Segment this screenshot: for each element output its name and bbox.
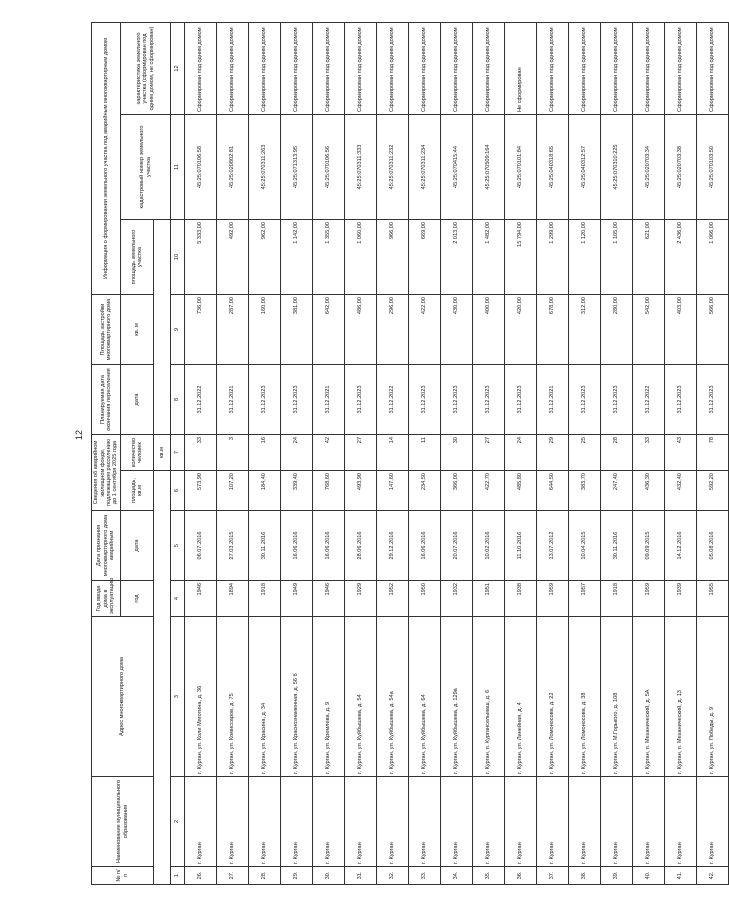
header-year: Год ввода дома в эксплуатацию	[92, 581, 121, 617]
table-row	[409, 22, 441, 884]
column-number: 10	[171, 220, 185, 295]
row-number: 36.	[505, 867, 537, 885]
planned-date-cell: 31.12.2022	[185, 365, 217, 435]
planned-date-cell: 31.12.2023	[505, 365, 537, 435]
year-cell: 1949	[281, 581, 313, 617]
table-row	[217, 22, 249, 884]
land-area-cell: 1 482,00	[473, 220, 505, 295]
planned-date-cell: 31.12.2022	[377, 365, 409, 435]
planned-date-cell: 31.12.2023	[473, 365, 505, 435]
area-cell: 422,70	[473, 471, 505, 511]
built-area-cell: 566,00	[697, 295, 729, 365]
recognition-date-cell: 30.11.2016	[249, 511, 281, 581]
column-number: 5	[171, 511, 185, 581]
year-cell: 1938	[505, 581, 537, 617]
year-cell: 1946	[185, 581, 217, 617]
year-cell: 1939	[665, 581, 697, 617]
area-cell: 592,20	[697, 471, 729, 511]
people-count-cell: 24	[505, 435, 537, 471]
row-number: 42.	[697, 867, 729, 885]
cadastral-cell: 45:25:070310:225	[601, 115, 633, 220]
area-cell: 234,50	[409, 471, 441, 511]
municipality-cell: г. Курган	[633, 777, 665, 867]
cadastral-cell: 45:25:070311:234	[409, 115, 441, 220]
cadastral-cell: 45:25:070311:232	[377, 115, 409, 220]
row-number: 41.	[665, 867, 697, 885]
year-cell: 1952	[377, 581, 409, 617]
unit-date: дата	[121, 511, 154, 581]
land-area-cell: 1 060,00	[345, 220, 377, 295]
people-count-cell: 43	[665, 435, 697, 471]
built-area-cell: 542,00	[633, 295, 665, 365]
built-area-cell: 420,00	[505, 295, 537, 365]
built-area-cell: 381,00	[281, 295, 313, 365]
row-number: 39.	[601, 867, 633, 885]
land-area-cell: 1 066,00	[697, 220, 729, 295]
table-row	[185, 22, 217, 884]
area-cell: 107,20	[217, 471, 249, 511]
cadastral-cell: 45:25:070509:164	[473, 115, 505, 220]
built-area-cell: 422,00	[409, 295, 441, 365]
planned-date-cell: 31.12.2023	[249, 365, 281, 435]
formation-cell: Сформирован под одним домом	[601, 22, 633, 114]
recognition-date-cell: 05.08.2016	[697, 511, 729, 581]
planned-date-cell: 31.12.2022	[633, 365, 665, 435]
address-cell: г. Курган, ул. Красина, д. 34	[249, 617, 281, 777]
header-built-area: Площадь застройки многоквартирного дома	[92, 295, 121, 365]
row-number: 27.	[217, 867, 249, 885]
land-area-cell: 1 105,00	[601, 220, 633, 295]
people-count-cell: 33	[633, 435, 665, 471]
year-cell: 1918	[249, 581, 281, 617]
table-row	[601, 22, 633, 884]
table-row	[569, 22, 601, 884]
rotated-page	[91, 23, 716, 885]
municipality-cell: г. Курган	[441, 777, 473, 867]
unit-sqm2: кв.м	[154, 435, 171, 471]
row-number: 34.	[441, 867, 473, 885]
column-number: 6	[171, 471, 185, 511]
people-count-cell: 28	[601, 435, 633, 471]
cadastral-cell: 45:25:020802:81	[217, 115, 249, 220]
recognition-date-cell: 13.07.2012	[537, 511, 569, 581]
land-area-cell: 1 142,00	[281, 220, 313, 295]
recognition-date-cell: 11.10.2016	[505, 511, 537, 581]
column-number: 11	[171, 115, 185, 220]
cadastral-cell: 45:25:070106:58	[185, 115, 217, 220]
address-cell: г. Курган, п. Механический, д. 5А	[633, 617, 665, 777]
planned-date-cell: 31.12.2023	[441, 365, 473, 435]
table-row	[505, 22, 537, 884]
formation-cell: Сформирован под одним домом	[377, 22, 409, 114]
row-number: 29.	[281, 867, 313, 885]
recognition-date-cell: 30.11.2016	[601, 511, 633, 581]
recognition-date-cell: 28.06.2016	[345, 511, 377, 581]
area-cell: 184,40	[249, 471, 281, 511]
column-number: 1	[171, 867, 185, 885]
built-area-cell: 430,00	[441, 295, 473, 365]
year-cell: 1957	[569, 581, 601, 617]
header-land-area: площадь земельного участка	[121, 220, 154, 295]
people-count-cell: 27	[473, 435, 505, 471]
formation-cell: Сформирован под одним домом	[409, 22, 441, 114]
unit-date2: дата	[121, 365, 154, 435]
year-cell: 1932	[441, 581, 473, 617]
people-count-cell: 24	[281, 435, 313, 471]
land-area-cell: 1 120,00	[569, 220, 601, 295]
formation-cell: Сформирован под одним домом	[473, 22, 505, 114]
people-count-cell: 14	[377, 435, 409, 471]
formation-cell: Сформирован под одним домом	[281, 22, 313, 114]
recognition-date-cell: 10.04.2015	[569, 511, 601, 581]
address-cell: г. Курган, ул. Ломоносова, д. 22	[537, 617, 569, 777]
column-number: 4	[171, 581, 185, 617]
built-area-cell: 400,00	[473, 295, 505, 365]
column-numbers-row	[171, 22, 185, 884]
cadastral-cell: 45:25:070415:44	[441, 115, 473, 220]
year-cell: 1959	[537, 581, 569, 617]
table-row	[249, 22, 281, 884]
header-num: № п/п	[92, 867, 154, 885]
header-resettlement-info: Сведения об аварийном жилищном фонде, подлежащем расселению до 1 сентября 2025 года	[92, 435, 121, 511]
column-number: 8	[171, 365, 185, 435]
area-cell: 573,90	[185, 471, 217, 511]
year-cell: 1951	[473, 581, 505, 617]
planned-date-cell: 31.12.2023	[601, 365, 633, 435]
recognition-date-cell: 16.06.2016	[281, 511, 313, 581]
land-area-cell: 669,00	[409, 220, 441, 295]
cadastral-cell: 45:25:070311:263	[249, 115, 281, 220]
planned-date-cell: 31.12.2023	[409, 365, 441, 435]
header-land-info: Информация о формировании земельного участка под аварийным многоквартирным домом	[92, 22, 121, 294]
row-number: 40.	[633, 867, 665, 885]
row-number: 31.	[345, 867, 377, 885]
cadastral-cell: 45:25:020703:34	[633, 115, 665, 220]
built-area-cell: 678,00	[537, 295, 569, 365]
municipality-cell: г. Курган	[665, 777, 697, 867]
year-cell: 1946	[313, 581, 345, 617]
formation-cell: Сформирован под одним домом	[313, 22, 345, 114]
cadastral-cell: 45:25:020703:38	[665, 115, 697, 220]
row-number: 32.	[377, 867, 409, 885]
year-cell: 1929	[345, 581, 377, 617]
cadastral-cell: 45:25:040312:57	[569, 115, 601, 220]
year-cell: 1959	[633, 581, 665, 617]
column-number: 3	[171, 617, 185, 777]
table-row	[281, 22, 313, 884]
area-cell: 493,90	[345, 471, 377, 511]
area-cell: 247,40	[601, 471, 633, 511]
land-area-cell: 1 355,00	[313, 220, 345, 295]
people-count-cell: 27	[345, 435, 377, 471]
column-number: 7	[171, 435, 185, 471]
year-cell: 1955	[697, 581, 729, 617]
address-cell: г. Курган, ул. Комиссаров, д. 75	[217, 617, 249, 777]
planned-date-cell: 31.12.2023	[697, 365, 729, 435]
formation-cell: Сформирован под одним домом	[249, 22, 281, 114]
people-count-cell: 30	[441, 435, 473, 471]
recognition-date-cell: 16.06.2016	[313, 511, 345, 581]
address-cell: г. Курган, ул. Кремлева, д. 9	[313, 617, 345, 777]
table-row	[665, 22, 697, 884]
land-area-cell: 2 013,00	[441, 220, 473, 295]
unit-area: площадь, кв.м	[121, 471, 154, 511]
recognition-date-cell: 16.06.2016	[409, 511, 441, 581]
formation-cell: Сформирован под одним домом	[665, 22, 697, 114]
formation-cell: Сформирован под одним домом	[537, 22, 569, 114]
table-row	[313, 22, 345, 884]
cadastral-cell: 45:25:070101:84	[505, 115, 537, 220]
planned-date-cell: 31.12.2023	[345, 365, 377, 435]
cadastral-cell: 45:25:071313:95	[281, 115, 313, 220]
municipality-cell: г. Курган	[281, 777, 313, 867]
built-area-cell: 642,00	[313, 295, 345, 365]
planned-date-cell: 31.12.2021	[217, 365, 249, 435]
people-count-cell: 3	[217, 435, 249, 471]
land-area-cell: 15 794,00	[505, 220, 537, 295]
planned-date-cell: 31.12.2023	[281, 365, 313, 435]
table-row	[633, 22, 665, 884]
area-cell: 147,60	[377, 471, 409, 511]
municipality-cell: г. Курган	[249, 777, 281, 867]
people-count-cell: 11	[409, 435, 441, 471]
row-number: 38.	[569, 867, 601, 885]
people-count-cell: 16	[249, 435, 281, 471]
formation-cell: Не сформирован	[505, 22, 537, 114]
table-row	[377, 22, 409, 884]
municipality-cell: г. Курган	[345, 777, 377, 867]
land-area-cell: 621,00	[633, 220, 665, 295]
unit-count: количество человек	[121, 435, 154, 471]
address-cell: г. Курган, ул. Куйбышева, д. 54а	[377, 617, 409, 777]
municipality-cell: г. Курган	[569, 777, 601, 867]
built-area-cell: 736,00	[185, 295, 217, 365]
land-area-cell: 492,00	[217, 220, 249, 295]
planned-date-cell: 31.12.2021	[537, 365, 569, 435]
row-number: 30.	[313, 867, 345, 885]
table-row	[441, 22, 473, 884]
address-cell: г. Курган, п. Кургансельмаш, д. 6	[473, 617, 505, 777]
table-row	[697, 22, 729, 884]
formation-cell: Сформирован под одним домом	[345, 22, 377, 114]
municipality-cell: г. Курган	[473, 777, 505, 867]
recognition-date-cell: 06.07.2016	[185, 511, 217, 581]
table-row	[537, 22, 569, 884]
planned-date-cell: 31.12.2021	[313, 365, 345, 435]
row-number: 33.	[409, 867, 441, 885]
municipality-cell: г. Курган	[537, 777, 569, 867]
formation-cell: Сформирован под одним домом	[185, 22, 217, 114]
formation-cell: Сформирован под одним домом	[633, 22, 665, 114]
municipality-cell: г. Курган	[217, 777, 249, 867]
built-area-cell: 287,00	[217, 295, 249, 365]
municipality-cell: г. Курган	[185, 777, 217, 867]
address-cell: г. Курган, ул. Коли Мяготина, д. 36	[185, 617, 217, 777]
formation-cell: Сформирован под одним домом	[697, 22, 729, 114]
area-cell: 768,60	[313, 471, 345, 511]
municipality-cell: г. Курган	[313, 777, 345, 867]
cadastral-cell: 45:25:070103:50	[697, 115, 729, 220]
land-area-cell: 1 299,00	[537, 220, 569, 295]
municipality-cell: г. Курган	[601, 777, 633, 867]
column-number: 9	[171, 295, 185, 365]
recognition-date-cell: 09.09.2015	[633, 511, 665, 581]
people-count-cell: 29	[537, 435, 569, 471]
address-cell: г. Курган, п. Механический, д. 13	[665, 617, 697, 777]
recognition-date-cell: 29.12.2016	[377, 511, 409, 581]
people-count-cell: 42	[313, 435, 345, 471]
address-cell: г. Курган, ул. Куйбышева, д. 64	[409, 617, 441, 777]
land-area-cell: 966,00	[377, 220, 409, 295]
area-cell: 644,50	[537, 471, 569, 511]
municipality-cell: г. Курган	[697, 777, 729, 867]
built-area-cell: 312,00	[569, 295, 601, 365]
header-planned-date: Планируемая дата окончания переселения	[92, 365, 121, 435]
table-row	[345, 22, 377, 884]
municipality-cell: г. Курган	[377, 777, 409, 867]
recognition-date-cell: 14.12.2016	[665, 511, 697, 581]
column-number: 2	[171, 777, 185, 867]
header-recognition-date: Дата признания многоквартирного дома аварийным	[92, 511, 121, 581]
row-number: 37.	[537, 867, 569, 885]
land-area-cell: 5 333,00	[185, 220, 217, 295]
recognition-date-cell: 10.02.2016	[473, 511, 505, 581]
people-count-cell: 33	[185, 435, 217, 471]
area-cell: 432,40	[665, 471, 697, 511]
planned-date-cell: 31.12.2023	[665, 365, 697, 435]
header-municipality: Наименование муниципального образования	[92, 777, 154, 867]
area-cell: 436,30	[633, 471, 665, 511]
address-cell: г. Курган, ул. Ломоносова, д. 38	[569, 617, 601, 777]
unit-year: год	[121, 581, 154, 617]
address-cell: г. Курган, ул. Краснознаменная, д. 56 б	[281, 617, 313, 777]
emergency-housing-table	[91, 22, 729, 885]
address-cell: г. Курган, ул. Куйбышева, д. 129а	[441, 617, 473, 777]
cadastral-cell: 45:25:070106:56	[313, 115, 345, 220]
municipality-cell: г. Курган	[505, 777, 537, 867]
recognition-date-cell: 20.07.2016	[441, 511, 473, 581]
built-area-cell: 486,00	[345, 295, 377, 365]
cadastral-cell: 45:25:070311:333	[345, 115, 377, 220]
year-cell: 1918	[601, 581, 633, 617]
address-cell: г. Курган, ул. Куйбышева, д. 54	[345, 617, 377, 777]
built-area-cell: 296,00	[377, 295, 409, 365]
area-cell: 485,80	[505, 471, 537, 511]
year-cell: 1950	[409, 581, 441, 617]
area-cell: 366,00	[441, 471, 473, 511]
unit-sqm: кв. м	[121, 295, 154, 365]
built-area-cell: 160,00	[249, 295, 281, 365]
area-cell: 339,40	[281, 471, 313, 511]
formation-cell: Сформирован под одним домом	[217, 22, 249, 114]
people-count-cell: 25	[569, 435, 601, 471]
land-area-cell: 962,00	[249, 220, 281, 295]
address-cell: г. Курган, ул. Линейная, д. 4	[505, 617, 537, 777]
built-area-cell: 280,00	[601, 295, 633, 365]
people-count-cell: 78	[697, 435, 729, 471]
row-number: 26.	[185, 867, 217, 885]
header-address: Адрес многоквартирного дома	[92, 617, 154, 777]
header-formation: характеристика земельного участка (сформирован под одним домом, не сформирован)	[121, 22, 171, 114]
address-cell: г. Курган, ул. М.Горького, д. 108	[601, 617, 633, 777]
recognition-date-cell: 27.03.2015	[217, 511, 249, 581]
built-area-cell: 403,00	[665, 295, 697, 365]
row-number: 35.	[473, 867, 505, 885]
planned-date-cell: 31.12.2023	[569, 365, 601, 435]
row-number: 28.	[249, 867, 281, 885]
table-row	[473, 22, 505, 884]
land-area-cell: 2 436,00	[665, 220, 697, 295]
area-cell: 383,70	[569, 471, 601, 511]
year-cell: 1894	[217, 581, 249, 617]
column-number: 12	[171, 22, 185, 114]
cadastral-cell: 45:25:040318:65	[537, 115, 569, 220]
formation-cell: Сформирован под одним домом	[569, 22, 601, 114]
page-number: 12	[74, 429, 84, 440]
formation-cell: Сформирован под одним домом	[441, 22, 473, 114]
municipality-cell: г. Курган	[409, 777, 441, 867]
header-cadastral: кадастровый номер земельного участка	[121, 115, 171, 220]
address-cell: г. Курган, ул. Победы, д. 9	[697, 617, 729, 777]
